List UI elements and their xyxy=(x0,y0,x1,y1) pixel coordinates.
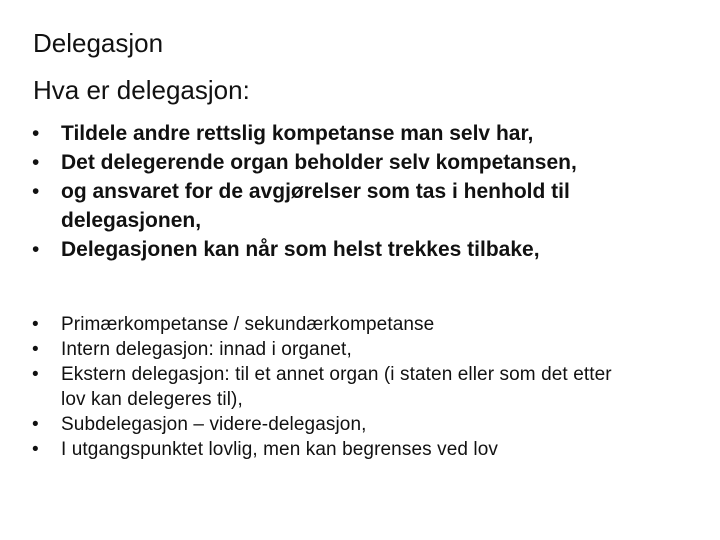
bullet-icon: • xyxy=(32,339,39,360)
bullet-icon: • xyxy=(32,414,39,435)
list-item xyxy=(0,437,700,462)
list-item-text: Tildele andre rettslig kompetanse man selv har, xyxy=(61,122,534,145)
bullet-icon: • xyxy=(32,314,39,335)
bullet-icon: • xyxy=(32,122,40,145)
list-item-text: Subdelegasjon – videre-delegasjon, xyxy=(61,414,367,435)
bullet-icon: • xyxy=(32,180,40,203)
list-item xyxy=(0,362,700,412)
bullet-icon: • xyxy=(32,439,39,460)
slide-title: Delegasjon xyxy=(33,28,164,58)
list-item-text: Intern delegasjon: innad i organet, xyxy=(61,339,352,360)
list-item xyxy=(0,148,700,177)
list-item-text: Delegasjonen kan når som helst trekkes tilbake, xyxy=(61,238,540,261)
list-item xyxy=(0,337,700,362)
list-item xyxy=(0,235,700,264)
secondary-bullet-list xyxy=(0,312,700,462)
slide-subtitle: Hva er delegasjon: xyxy=(33,75,250,105)
primary-bullet-list xyxy=(0,119,700,264)
bullet-icon: • xyxy=(32,364,39,385)
list-item-text: Primærkompetanse / sekundærkompetanse xyxy=(61,314,435,335)
list-item-text: Det delegerende organ beholder selv kompetansen, xyxy=(61,151,577,174)
bullet-icon: • xyxy=(32,151,40,174)
list-item xyxy=(0,119,700,148)
list-item-text: I utgangspunktet lovlig, men kan begrenses ved lov xyxy=(61,439,498,460)
list-item xyxy=(0,312,700,337)
list-item xyxy=(0,177,700,235)
bullet-icon: • xyxy=(32,238,40,261)
list-item-text: og ansvaret for de avgjørelser som tas i henhold til delegasjonen, xyxy=(61,180,570,232)
list-item-text: Ekstern delegasjon: til et annet organ (i staten eller som det etter lov kan delegeres til), xyxy=(61,364,612,410)
list-item xyxy=(0,412,700,437)
